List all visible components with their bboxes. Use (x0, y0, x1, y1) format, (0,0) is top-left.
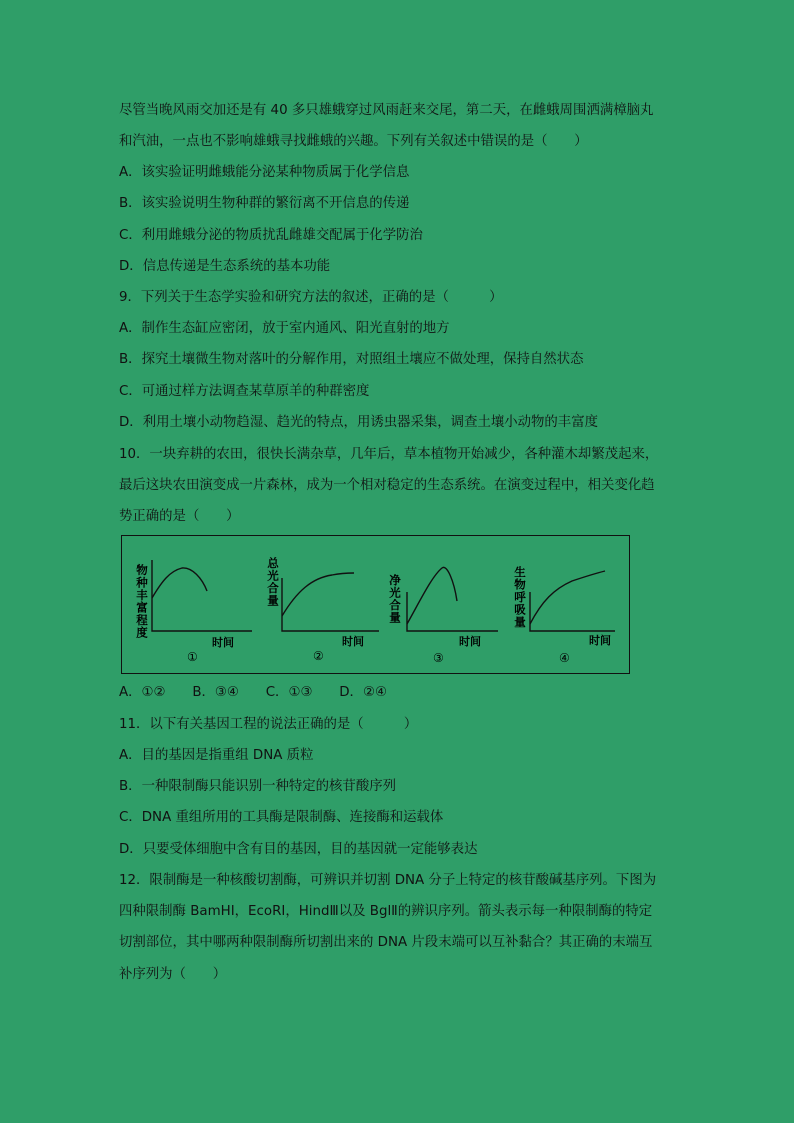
option-c: C．DNA 重组所用的工具酶是限制酶、连接酶和运载体 (119, 810, 444, 825)
question-10: 10．一块弃耕的农田，很快长满杂草，几年后，草本植物开始减少，各种灌木却繁茂起来， (119, 447, 659, 462)
question-9: 9．下列关于生态学实验和研究方法的叙述，正确的是（ ） (119, 290, 503, 305)
y-axis-label: 生物呼吸量 (513, 566, 527, 629)
option-d: D．利用土壤小动物趋湿、趋光的特点，用诱虫器采集，调查土壤小动物的丰富度 (119, 415, 598, 430)
question-12: 12．限制酶是一种核酸切割酶，可辨识并切割 DNA 分子上特定的核苷酸碱基序列。下图为 (119, 873, 657, 888)
option-b: B．探究土壤微生物对落叶的分解作用，对照组土壤应不做处理，保持自然状态 (119, 352, 584, 367)
answer-options: A．①② B．③④ C．①③ D．②④ (119, 685, 387, 700)
curve-1 (152, 568, 207, 598)
graph-number: ③ (433, 651, 444, 665)
option-b: B．该实验说明生物种群的繁衍离不开信息的传递 (119, 196, 410, 211)
text-line: 四种限制酶 BamHI，EcoRI，HindⅢ以及 BglⅡ的辨识序列。箭头表示每一种限制酶的特定 (119, 904, 653, 919)
option-d: D．信息传递是生态系统的基本功能 (119, 259, 331, 274)
graph-number: ④ (559, 651, 570, 665)
option-c: C．可通过样方法调查某草原羊的种群密度 (119, 384, 370, 399)
graph-number: ① (187, 650, 198, 664)
text-line: 最后这块农田演变成一片森林，成为一个相对稳定的生态系统。在演变过程中，相关变化趋 (119, 478, 655, 493)
curve-3 (407, 567, 457, 624)
y-axis-label: 净光合量 (388, 574, 402, 624)
text-line: 补序列为（ ） (119, 967, 227, 982)
y-axis-label: 物种丰富程度 (135, 564, 149, 639)
option-a: A．该实验证明雌蛾能分泌某种物质属于化学信息 (119, 165, 410, 180)
graph-number: ② (313, 649, 324, 663)
x-axis-label: 时间 (212, 636, 234, 649)
option-d: D．只要受体细胞中含有目的基因，目的基因就一定能够表达 (119, 842, 478, 857)
axis-lines (282, 578, 379, 631)
axis-lines (152, 560, 252, 631)
text-line: 切割部位，其中哪两种限制酶所切割出来的 DNA 片段末端可以互补黏合？其正确的末端互 (119, 935, 653, 950)
text-line: 尽管当晚风雨交加还是有 40 多只雄蛾穿过风雨赶来交尾，第二天，在雌蛾周围洒满樟脑丸 (119, 103, 654, 118)
option-a: A．制作生态缸应密闭，放于室内通风、阳光直射的地方 (119, 321, 450, 336)
question-11: 11．以下有关基因工程的说法正确的是（ ） (119, 717, 418, 732)
x-axis-label: 时间 (589, 634, 611, 647)
text-line: 势正确的是（ ） (119, 509, 240, 524)
option-a: A．目的基因是指重组 DNA 质粒 (119, 748, 314, 763)
option-b: B．一种限制酶只能识别一种特定的核苷酸序列 (119, 779, 396, 794)
option-c: C．利用雌蛾分泌的物质扰乱雌雄交配属于化学防治 (119, 228, 423, 243)
x-axis-label: 时间 (342, 635, 364, 648)
axis-lines (530, 592, 615, 631)
x-axis-label: 时间 (459, 635, 481, 648)
trend-graphs-figure (121, 535, 630, 674)
y-axis-label: 总光合量 (266, 557, 280, 607)
text-line: 和汽油，一点也不影响雄蛾寻找雌蛾的兴趣。下列有关叙述中错误的是（ ） (119, 134, 588, 149)
curve-2 (282, 573, 354, 616)
curve-4 (530, 571, 605, 624)
